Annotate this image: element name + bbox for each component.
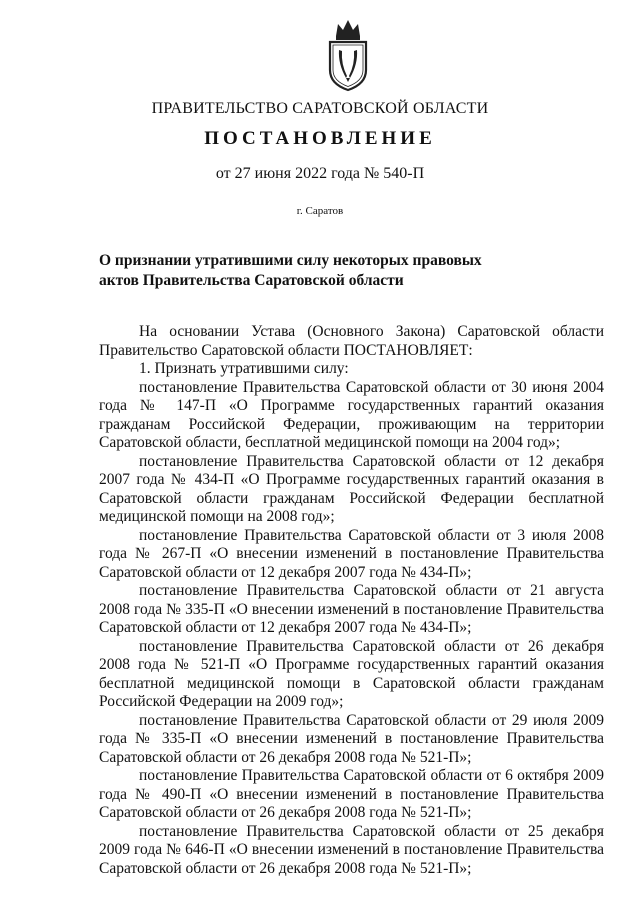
body-paragraph: постановление Правительства Саратовской области от 12 декабря 2007 года № 434-П «О Программе государственных гарантий оказания в Саратовской области гражданам Российской Федерации бесплатной медицинской помощи на 2008 год»; <box>99 452 604 525</box>
body-paragraph: постановление Правительства Саратовской области от 25 декабря 2009 года № 646-П «О внесении изменений в постановление Правительства Саратовской области от 26 декабря 2008 года № 521-П»; <box>99 822 604 877</box>
body-paragraph: постановление Правительства Саратовской области от 21 августа 2008 года № 335-П «О внесении изменений в постановление Правительства Саратовской области от 12 декабря 2007 года № 434-П»; <box>99 582 604 636</box>
document-type: ПОСТАНОВЛЕНИЕ <box>204 128 436 149</box>
body-paragraph: На основании Устава (Основного Закона) Саратовской области Правительство Саратовской области ПОСТАНОВЛЯЕТ: <box>99 323 604 359</box>
subject-line: О признании утратившими силу некоторых правовых <box>99 252 482 269</box>
subject-line: актов Правительства Саратовской области <box>99 272 404 289</box>
body-paragraph: постановление Правительства Саратовской области от 6 октября 2009 года № 490-П «О внесении изменений в постановление Правительства Саратовской области от 26 декабря 2008 года № 521-П»; <box>99 767 604 821</box>
document-date-number: от 27 июня 2022 года № 540-П <box>215 165 425 182</box>
body-paragraph: постановление Правительства Саратовской области от 26 декабря 2008 года № 521-П «О Программе государственных гарантий оказания бесплатной медицинской помощи в Саратовской области гражданам Российской Федерации на 2009 год»; <box>99 637 604 710</box>
body-paragraph: постановление Правительства Саратовской области от 29 июля 2009 года № 335-П «О внесении изменений в постановление Правительства Саратовской области от 26 декабря 2008 года № 521-П»; <box>99 711 604 766</box>
document-subject <box>99 251 519 291</box>
document-body <box>99 323 604 878</box>
coat-of-arms-icon <box>326 18 370 92</box>
body-paragraph: постановление Правительства Саратовской области от 3 июля 2008 года № 267-П «О внесении изменений в постановление Правительства Саратовской области от 12 декабря 2007 года № 434-П»; <box>99 526 604 581</box>
body-paragraph: постановление Правительства Саратовской области от 30 июня 2004 года № 147-П «О Программе государственных гарантий оказания гражданам Российской Федерации, проживающим на территории Саратовской области, бесплатной медицинской помощи на 2004 год»; <box>99 378 604 451</box>
document-city: г. Саратов <box>296 205 344 217</box>
government-name: ПРАВИТЕЛЬСТВО САРАТОВСКОЙ ОБЛАСТИ <box>151 100 489 117</box>
body-paragraph: 1. Признать утратившими силу: <box>139 360 349 377</box>
